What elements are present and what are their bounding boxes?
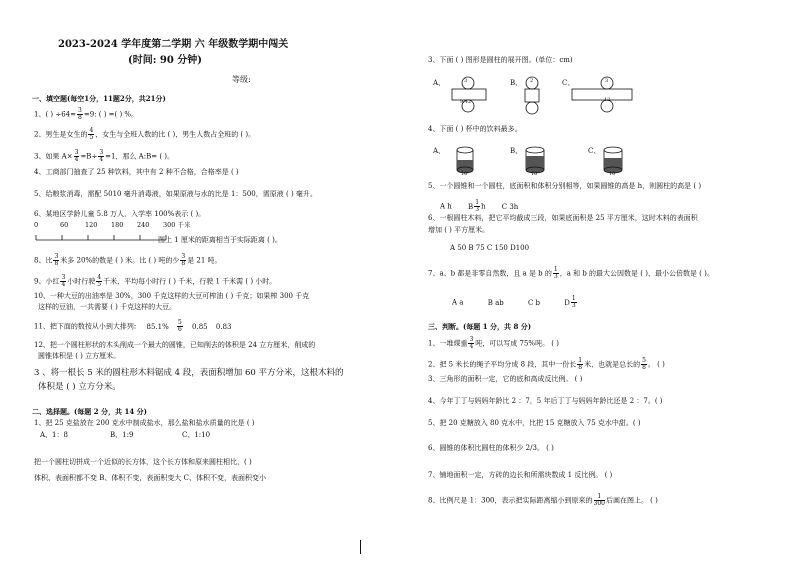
q2-3-dim-a2: 9.42 bbox=[460, 99, 472, 105]
q1-2: 2、男生是女生的 $\frac{4}{5}$ ，女生与全班人数的比 ( )，男生人数占全班的 ( )。 bbox=[34, 127, 256, 141]
q1-13-line2: 体积是 ( ) 立方分米。 bbox=[38, 382, 121, 392]
q2-5-option-b: B bbox=[468, 202, 474, 211]
ruler-line bbox=[36, 234, 166, 242]
q2-5-option-c: C 3h bbox=[501, 202, 519, 211]
q3-2-fraction-2: $\frac{5}{8}$ bbox=[642, 357, 646, 371]
q3-2: 2、把 5 米长的绳子平均分成 8 段，其中一份长 $\frac{1}{8}$ 米，也就是总长的 $\frac{5}{8}$ 。 ( ) bbox=[428, 357, 665, 371]
grade-label: 等级: bbox=[232, 75, 251, 84]
q2-3-figure-a bbox=[446, 76, 496, 114]
q1-9-fraction-1: $\frac{3}{4}$ bbox=[61, 274, 66, 288]
q2-7-option-d: D bbox=[564, 298, 570, 307]
q1-4: 4、工商部门抽查了 25 种饮料，其中有 2 种不合格，合格率是 ( ) bbox=[34, 168, 239, 176]
q1-2-fraction: $\frac{4}{5}$ bbox=[89, 127, 94, 141]
q1-10-line2: 这样的豆油，一共需要 ( ) 千克这样的大豆。 bbox=[38, 303, 177, 311]
q3-3: 3、三角形的面积一定，它的底和高成反比例。 ( ) bbox=[428, 375, 583, 383]
q2-3: 3、下面 ( ) 图形是圆柱的展开图。(单位：cm) bbox=[428, 56, 573, 64]
q2-2-line2: 体积、表面积都不变 B、体积不变，表面积变大 C、体积不变，表面积变小 bbox=[34, 474, 266, 482]
q2-3-option-b: B、 bbox=[510, 79, 523, 87]
q2-3-dim-a1: 3 bbox=[464, 78, 468, 84]
q3-7: 7、铺地面积一定，方砖的边长和所需块数成 1 反比例。 ( ) bbox=[428, 471, 613, 479]
q1-9-fraction-2: $\frac{4}{5}$ bbox=[97, 274, 102, 288]
q1-11: 11、把下面的数按从小到大排列: 85.1% $\frac{5}{6}$ 0.85 0.83 bbox=[34, 319, 232, 333]
q3-1-fraction: $\frac{3}{4}$ bbox=[469, 336, 474, 350]
q2-3-option-a: A、 bbox=[433, 79, 446, 87]
q3-8: 8、比例尺是 1：300，表示把实际距离缩小到原来的 $\frac{1}{300}$ 后画在图上。 ( ) bbox=[428, 493, 658, 507]
q2-4-option-b: B、 bbox=[510, 147, 523, 155]
q2-1: 1、把 25 克盐放在 200 克水中制成盐水，那么盐和盐水质量的比是 ( ) bbox=[34, 419, 255, 427]
q3-6: 6、圆锥的体积比圆柱的体积少 2/3。 ( ) bbox=[428, 444, 554, 452]
q2-3-dim-b1: 2 bbox=[530, 78, 534, 84]
q2-3-option-c: C、 bbox=[562, 79, 575, 87]
fold-mark bbox=[360, 540, 361, 554]
q2-7-fraction: $\frac{1}{3}$ bbox=[553, 266, 558, 280]
q1-7-text: 图上 1 厘米的距离相当于实际距离 ( )。 bbox=[158, 236, 282, 244]
q2-7-option-c: C b bbox=[527, 298, 541, 307]
q1-8-fraction-1: $\frac{3}{8}$ bbox=[54, 253, 59, 267]
q1-1-text-b: =9: ( ) =( ) %。 bbox=[83, 110, 139, 119]
q2-4-dim-c: 10 bbox=[609, 171, 616, 177]
q2-5-fraction: $\frac{1}{3}$ bbox=[475, 199, 480, 213]
q1-1 bbox=[34, 108, 138, 121]
q2-4-dim-b: 10 bbox=[531, 171, 538, 177]
q3-8-fraction: $\frac{1}{300}$ bbox=[593, 493, 605, 507]
q2-3-dim-c2: 12 bbox=[604, 97, 611, 103]
q2-1-option-c: C、1:10 bbox=[182, 431, 211, 439]
q2-7: 7、a、b 都是非零自然数，且 a 是 b 的 $\frac{1}{3}$ ，a 和 b 的最大公因数是 ( )，最小公倍数是 ( )。 bbox=[428, 266, 714, 280]
q1-11-val-3: 0.83 bbox=[215, 322, 232, 331]
section1-heading: 一、填空题(每空1分，11题2分，共21分) bbox=[32, 94, 166, 103]
ruler-tick-120: 120 bbox=[85, 221, 98, 229]
q1-12-line2: 圆锥体积是 ( ) 立方厘米。 bbox=[38, 352, 121, 360]
ruler-tick-60: 60 bbox=[60, 221, 69, 229]
q2-4-option-a: A、 bbox=[433, 147, 446, 155]
ruler-tick-300: 300 千米 bbox=[163, 221, 191, 229]
q3-5: 5、把 20 克糖放入 80 克水中，比把 15 克糖放入 75 克水中甜。( ) bbox=[428, 419, 641, 427]
q2-7-options bbox=[452, 296, 578, 309]
q1-1-text-a: 1、( ) ÷64= bbox=[34, 110, 77, 119]
q1-8: 8、比 $\frac{3}{8}$ 米多 20%的数是 ( ) 米。比 ( ) 吨的少 $\frac{3}{8}$ 是 21 吨。 bbox=[34, 253, 222, 267]
q2-7-option-a: A a bbox=[452, 298, 464, 307]
q2-3-dim-c1: 3 bbox=[605, 78, 609, 84]
section3-heading: 三、判断。(每题 1 分，共 8 分) bbox=[428, 322, 532, 331]
ruler-tick-0: 0 bbox=[34, 221, 39, 229]
q2-5: 5、一个圆锥和一个圆柱，底面积和体积分别相等，如果圆锥的高是 h，则圆柱的高是 ( ) bbox=[428, 182, 702, 190]
q2-7-option-d-fraction: $\frac{1}{3}$ bbox=[571, 295, 576, 309]
q2-6-options: A 50 B 75 C 150 D100 bbox=[450, 244, 530, 252]
q3-4: 4、今年丁丁与妈妈年龄比 2 ：7，5 年后丁丁与妈妈年龄比还是 2 ：7。( ) bbox=[428, 397, 663, 405]
q2-5-options: A h B $\frac{1}{3}$ h C 3h bbox=[440, 199, 519, 213]
q1-11-val-1: 85.1% bbox=[146, 322, 169, 331]
q1-3: 3、如果 A× $\frac{3}{4}$ =B÷ $\frac{3}{4}$ =1，那么 A:B= ( )。 bbox=[34, 149, 175, 163]
q2-1-option-a: A、1：8 bbox=[40, 431, 68, 439]
q3-1: 1、一堆煤重 $\frac{3}{4}$ 吨，可以写成 75%吨。 ( ) bbox=[428, 336, 559, 350]
q3-2-fraction-1: $\frac{1}{8}$ bbox=[578, 357, 583, 371]
q1-5: 5、给粮浆消毒，需配 5010 毫升消毒液，如果原液与水的比是 1：500，需原液 ( ) 毫升。 bbox=[34, 190, 317, 198]
q1-1-fraction: $\frac{3}{8}$ bbox=[78, 107, 82, 121]
q2-1-option-b: B、1:9 bbox=[110, 431, 134, 439]
q2-4-option-c: C、 bbox=[588, 147, 601, 155]
q2-4: 4、下面 ( ) 杯中的饮料最多。 bbox=[428, 125, 522, 133]
q1-8-fraction-2: $\frac{3}{8}$ bbox=[181, 253, 186, 267]
q1-9: 9、小红 $\frac{3}{4}$ 小时行驶 $\frac{4}{5}$ 千米，平均每小时行 ( ) 千米，行驶 1 千米需 ( ) 小时。 bbox=[34, 274, 277, 288]
q1-3-fraction-1: $\frac{3}{4}$ bbox=[74, 149, 79, 163]
ruler-tick-180: 180 bbox=[111, 221, 124, 229]
q1-6: 6、某地区学龄儿童 5.8 万人，入学率 100%表示 ( )。 bbox=[34, 210, 206, 218]
q1-12-line1: 12、把一个圆柱形状的木头削成一个最大的圆锥，已知削去的体积是 24 立方厘米，削成的 bbox=[34, 341, 316, 349]
q2-7-option-b: B ab bbox=[487, 298, 504, 307]
q1-13-line1: 3 、将一根长 5 米的圆柱形木料锯成 4 段，表面积增加 60 平方分米，这根木料的 bbox=[34, 368, 344, 378]
q2-4-dim-a: 10 bbox=[461, 171, 468, 177]
q2-2-line1: 把一个圆柱切拼成一个近似的长方体，这个长方体和原来圆柱相比，( ) bbox=[34, 458, 252, 466]
q2-6-line1: 6、一根圆柱木料，把它平均截成三段，如果底面积是 25 平方厘米，这时木料的表面积 bbox=[428, 214, 698, 222]
q2-6-line2: 增加 ( ) 平方厘米。 bbox=[428, 226, 490, 234]
exam-title: 2023-2024 学年度第二学期 六 年级数学期中闯关 bbox=[58, 39, 289, 50]
q1-3-fraction-2: $\frac{3}{4}$ bbox=[99, 149, 104, 163]
q1-11-fraction: $\frac{5}{6}$ bbox=[177, 319, 182, 333]
section2-heading: 二、选择题。(每题 2 分，共 14 分) bbox=[32, 407, 147, 416]
ruler-tick-240: 240 bbox=[137, 221, 150, 229]
exam-time: (时间: 90 分钟) bbox=[128, 55, 203, 66]
q1-11-val-2: 0.85 bbox=[192, 322, 208, 331]
q1-10-line1: 10、一种大豆的出油率是 30%，300 千克这样的大豆可榨油 ( ) 千克；如果榨 300 千克 bbox=[34, 292, 310, 300]
q2-5-option-a: A h bbox=[440, 202, 452, 211]
